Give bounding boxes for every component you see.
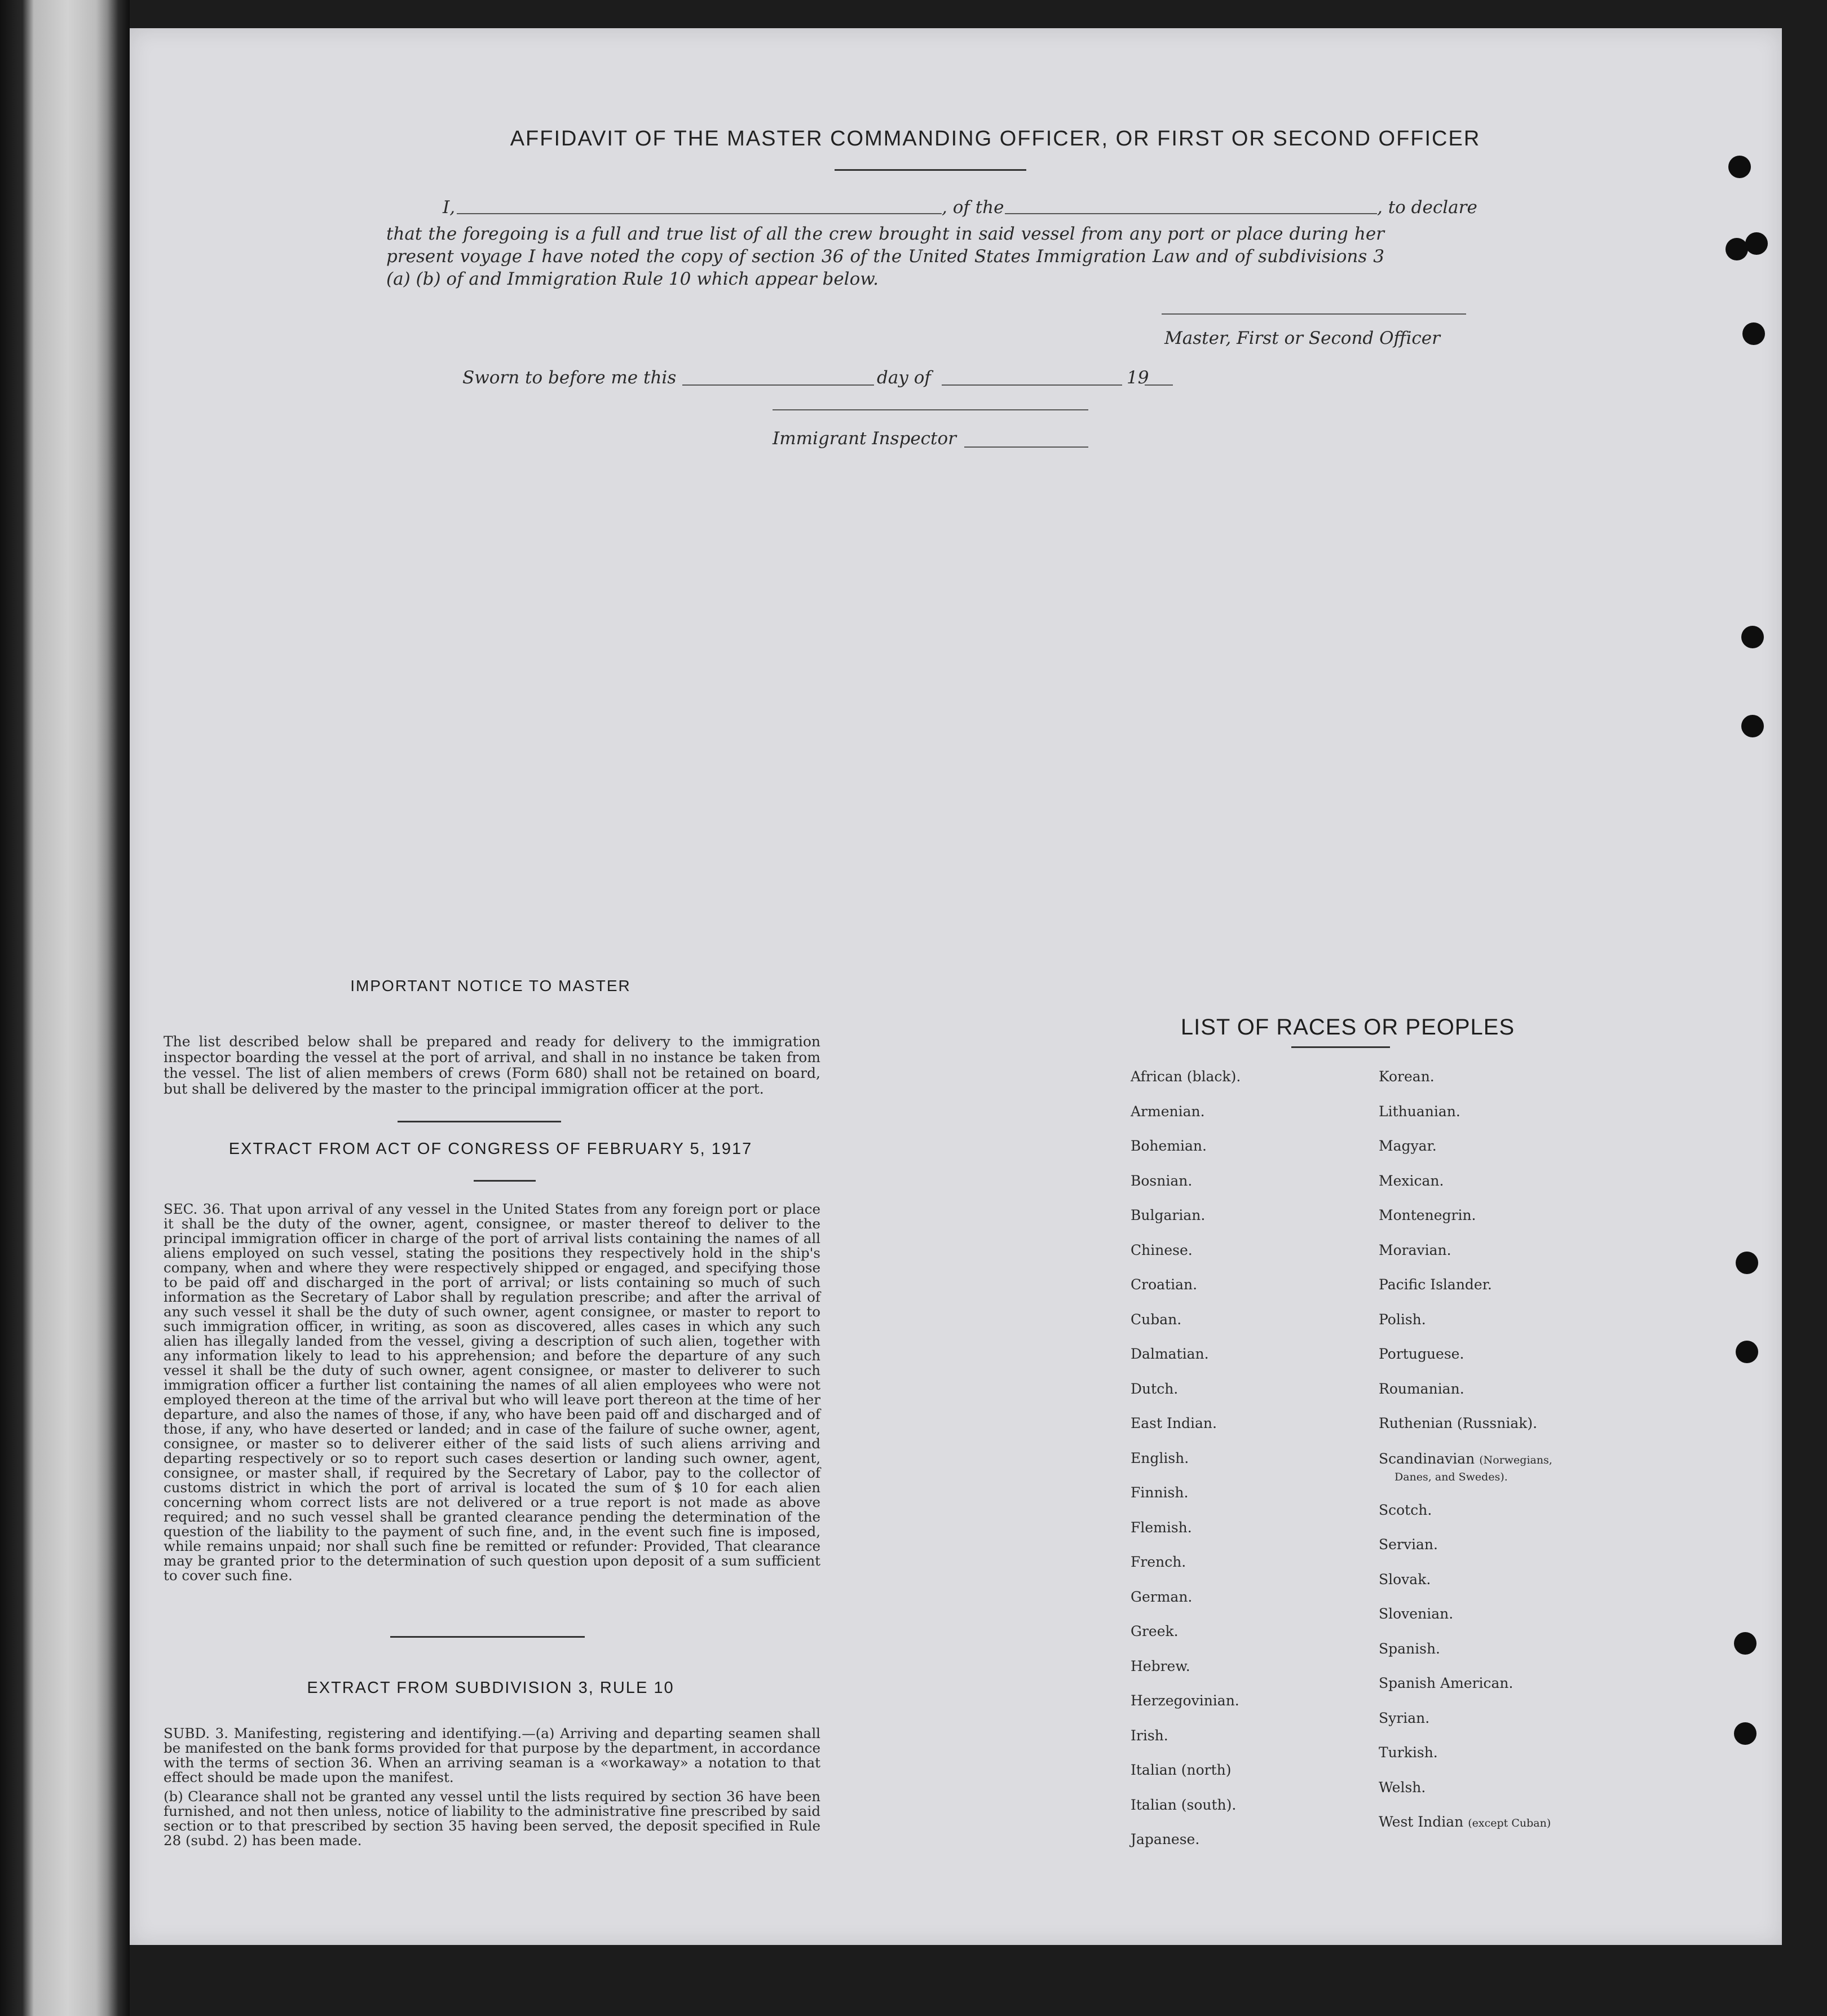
race-item: Bosnian. [1131, 1172, 1193, 1189]
scandinavian-note: (Norwegians, [1479, 1453, 1552, 1466]
punch-hole-5 [1741, 626, 1764, 648]
race-item: Dutch. [1131, 1380, 1179, 1397]
race-item: Scotch. [1379, 1501, 1432, 1518]
race-item: African (black). [1131, 1068, 1241, 1085]
race-item: Italian (south). [1131, 1796, 1237, 1813]
race-item: Spanish American. [1379, 1675, 1513, 1691]
race-item: Korean. [1379, 1068, 1435, 1085]
race-item: Portuguese. [1379, 1346, 1464, 1362]
name-blank-line [457, 213, 942, 214]
notice-text: The list described below shall be prepared and ready for delivery to the immigration inspector boarding the vessel at the port of arrival, and shall in no instance be taken from the vessel. The list of alien members of crews (Form 680) shall not be retained on board, but shall be delivered by the master to the principal immigration officer at the port. [164, 1033, 820, 1097]
day-of-label: day of [877, 368, 931, 388]
race-item: Turkish. [1379, 1744, 1438, 1761]
affidavit-title: AFFIDAVIT OF THE MASTER COMMANDING OFFICER, OR FIRST OR SECOND OFFICER [510, 127, 1481, 151]
race-item: English. [1131, 1449, 1189, 1466]
punch-hole-1 [1728, 156, 1751, 178]
scandinavian-label: Scandinavian [1379, 1450, 1475, 1467]
race-item: Irish. [1131, 1727, 1168, 1744]
signature-blank-line [1162, 313, 1466, 315]
year-prefix: 19 [1127, 368, 1149, 388]
race-item: Croatian. [1131, 1276, 1198, 1293]
punch-hole-10 [1734, 1722, 1757, 1745]
race-item: Dalmatian. [1131, 1346, 1209, 1362]
race-item: Chinese. [1131, 1241, 1193, 1258]
document-page [130, 28, 1782, 1945]
race-item: Slovak. [1379, 1571, 1431, 1588]
scandinavian-line2: Danes, and Swedes). [1394, 1470, 1508, 1483]
inspector-label: Immigrant Inspector [773, 428, 956, 449]
race-item: Herzegovinian. [1131, 1692, 1239, 1709]
punch-hole-2 [1726, 238, 1748, 260]
affidavit-of-the-label: , of the [942, 197, 1004, 218]
race-item: Finnish. [1131, 1484, 1189, 1501]
affidavit-declare-label: , to declare [1377, 197, 1477, 218]
affidavit-i-label: I, [443, 197, 456, 218]
notice-title: IMPORTANT NOTICE TO MASTER [350, 977, 631, 994]
west-indian-label: West Indian [1379, 1814, 1464, 1830]
race-item: Moravian. [1379, 1241, 1451, 1258]
extract-act-text: SEC. 36. That upon arrival of any vessel in the United States from any foreign port or place it shall be the duty of the owner, agent, consignee, or master thereof to deliver to the principal immigration officer in charge of the port of arrival lists containing the names of all aliens employed on such vessel, stating the positions they respectively hold in the ship's company, when and where they were respectively shipped or engaged, and specifying those to be paid off and discharged in the port of arrival; or lists containing so much of such information as the Secretary of Labor shall by regulation prescribe; and after the arrival of any such vessel it shall be the duty of such owner, agent consignee, or master to report to such immigration officer, in writing, as soon as discovered, alles cases in which any such alien has illegally landed from the vessel, giving a description of such alien, together with any information likely to lead to his apprehension; and before the departure of any such vessel it shall be the duty of such owner, agent consignee, or master to deliverer to such immigration officer a further list containing the names of all alien employees who were not employed thereon at the time of the arrival but who will leave port thereon at the time of her departure, and also the names of those, if any, who have been paid off and discharged and of those, if any, who have deserted or landed; and in case of the failure of suche owner, agent, consignee, or master so to deliverer either of the said lists of such aliens arriving and departing respectively or so to report such cases desertion or landing such owner, agent, consignee, or master shall, if required by the Secretary of Labor, pay to the collector of customs district in which the port of arrival is located the sum of $ 10 for each alien concerning whom correct lists are not delivered or a true report is not made as above required; and no such vessel shall be granted clearance pending the determination of the question of the liability to the payment of such fine, and, in the event such fine is imposed, while remains unpaid; nor shall such fine be remitted or refunder: Provided, That clearance may be granted prior to the determination of such question upon deposit of a sum sufficient to cover such fine. [164, 1201, 820, 1584]
race-item: Italian (north) [1131, 1762, 1232, 1778]
race-item: Greek. [1131, 1623, 1179, 1639]
year-blank-line [1145, 384, 1173, 386]
binding-edge [0, 0, 130, 2016]
race-item: Lithuanian. [1379, 1103, 1460, 1120]
extract-act-title: EXTRACT FROM ACT OF CONGRESS OF FEBRUARY 5, 1917 [228, 1140, 753, 1158]
race-item: Magyar. [1379, 1138, 1437, 1154]
race-item-scandinavian [1379, 1447, 1552, 1499]
race-item: Flemish. [1131, 1519, 1192, 1536]
race-item: Roumanian. [1379, 1380, 1464, 1397]
race-item: French. [1131, 1554, 1186, 1570]
inspector-blank-line [773, 409, 1088, 410]
race-item: Bulgarian. [1131, 1207, 1206, 1223]
race-item: Hebrew. [1131, 1657, 1190, 1674]
extract-rule-text-a: SUBD. 3. Manifesting, registering and identifying.—(a) Arriving and departing seamen shall be manifested on the bank forms provided for that purpose by the department, in accordance with the terms of section 36. When an arriving seaman is a «workaway» a notation to that effect should be made upon the manifest. [164, 1725, 820, 1785]
race-item: Ruthenian (Russniak). [1379, 1415, 1538, 1431]
punch-hole-9 [1734, 1632, 1757, 1655]
race-item: Japanese. [1131, 1831, 1200, 1847]
punch-hole-8 [1736, 1341, 1758, 1363]
race-item: Polish. [1379, 1311, 1426, 1328]
extract-rule-text-b: (b) Clearance shall not be granted any vessel until the lists required by section 36 have been furnished, and not then unless, notice of liability to the administrative fine prescribed by said section or to that prescribed by section 35 having been served, the deposit specified in Rule 28 (subd. 2) has been made. [164, 1788, 820, 1849]
month-blank-line [942, 384, 1122, 386]
race-item: Bohemian. [1131, 1138, 1207, 1154]
extract-act-end-rule [390, 1636, 585, 1638]
notice-rule [398, 1121, 561, 1122]
punch-hole-3 [1745, 232, 1768, 255]
races-right-column [1379, 1066, 1552, 1846]
races-left-column [1131, 1066, 1241, 1863]
races-rule [1291, 1046, 1390, 1048]
signature-label: Master, First or Second Officer [1164, 328, 1440, 348]
race-item: Cuban. [1131, 1311, 1182, 1328]
extract-act-rule [474, 1180, 536, 1182]
race-item: Slovenian. [1379, 1606, 1454, 1622]
inspector-tail-line [964, 446, 1088, 448]
affidavit-title-rule [835, 169, 1026, 171]
punch-hole-6 [1741, 715, 1764, 737]
race-item: Spanish. [1379, 1640, 1441, 1657]
race-item: Syrian. [1379, 1709, 1430, 1726]
race-item: Pacific Islander. [1379, 1276, 1492, 1293]
race-item: Armenian. [1131, 1103, 1205, 1120]
race-item: Montenegrin. [1379, 1207, 1476, 1223]
sworn-text: Sworn to before me this [462, 368, 677, 388]
race-item: Welsh. [1379, 1779, 1426, 1796]
affidavit-body: that the foregoing is a full and true list of all the crew brought in said vessel from any port or place during her present voyage I have noted the copy of section 36 of the United States Immigration Law and of subdivisions 3 (a) (b) of and Immigration Rule 10 which appear below. [386, 224, 1384, 289]
race-item: Servian. [1379, 1536, 1438, 1553]
race-item: East Indian. [1131, 1415, 1217, 1431]
punch-hole-7 [1736, 1252, 1758, 1274]
races-title: LIST OF RACES OR PEOPLES [1180, 1015, 1515, 1040]
punch-hole-4 [1742, 322, 1765, 345]
extract-rule-title: EXTRACT FROM SUBDIVISION 3, RULE 10 [307, 1679, 674, 1697]
sworn-day-blank-line [682, 384, 874, 386]
race-item-west-indian [1379, 1811, 1552, 1846]
race-item: Mexican. [1379, 1172, 1444, 1189]
west-indian-note: (except Cuban) [1468, 1817, 1551, 1829]
vessel-blank-line [1005, 213, 1377, 214]
race-item: German. [1131, 1588, 1193, 1605]
